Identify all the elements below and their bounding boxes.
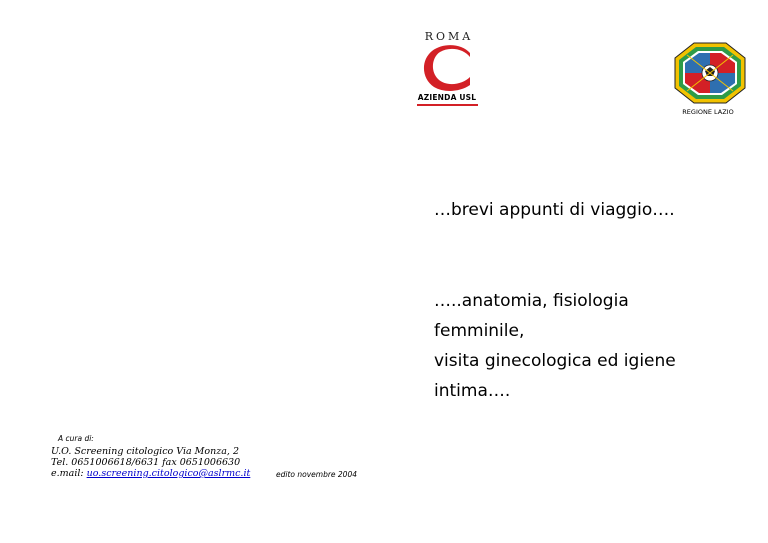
roma-logo-rule — [417, 104, 478, 106]
page-subtitle — [434, 286, 754, 406]
roma-asl-logo — [414, 30, 484, 110]
email-line — [51, 468, 250, 479]
phone-line: Tel. 0651006618/6631 fax 0651006630 — [51, 457, 241, 468]
roma-c-logo-icon — [418, 43, 476, 93]
regione-lazio-emblem-icon — [674, 42, 746, 104]
subtitle-line: …..anatomia, fisiologia — [434, 291, 629, 311]
regione-lazio-label: REGIONE LAZIO — [682, 108, 734, 116]
email-prefix: e.mail: — [51, 468, 87, 479]
address-line: U.O. Screening citologico Via Monza, 2 — [51, 446, 239, 457]
credits-heading: A cura di: — [58, 434, 94, 443]
roma-logo-text: ROMA — [424, 30, 474, 43]
edition-note: edito novembre 2004 — [276, 470, 358, 479]
subtitle-line: visita ginecologica ed igiene — [434, 351, 676, 371]
roma-logo-subtitle: AZIENDA USL — [417, 93, 477, 102]
email-link[interactable]: uo.screening.citologico@aslrmc.it — [86, 468, 251, 479]
credits-block — [51, 446, 250, 479]
subtitle-line: femminile, — [434, 321, 525, 341]
subtitle-line: intima…. — [434, 381, 511, 401]
page-title: …brevi appunti di viaggio…. — [434, 200, 675, 220]
